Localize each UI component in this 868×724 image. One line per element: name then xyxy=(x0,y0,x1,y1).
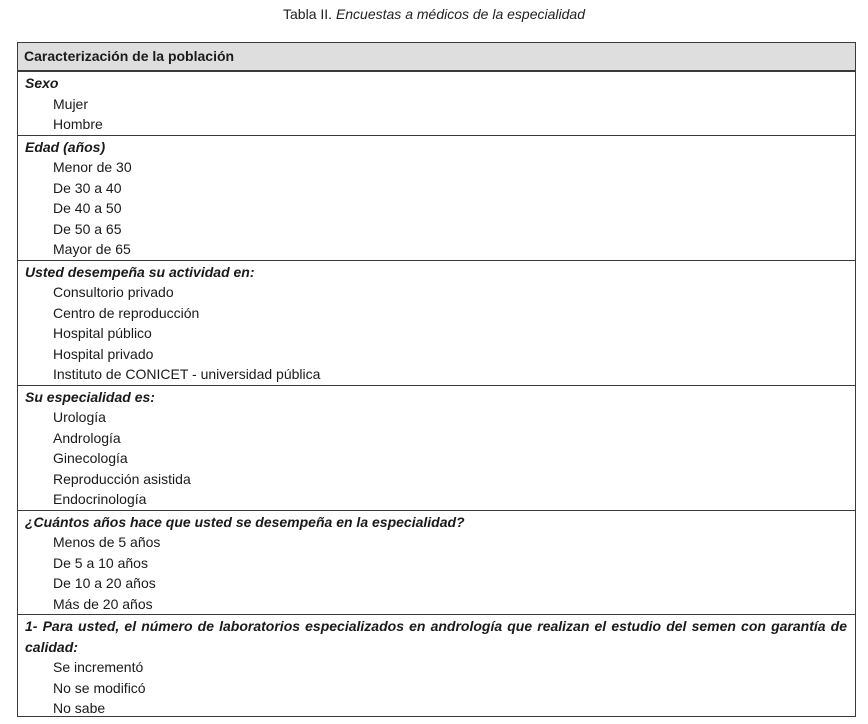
section-especialidad xyxy=(18,385,855,510)
option-item: Hombre xyxy=(53,116,103,132)
section-anos-especialidad xyxy=(18,510,855,615)
question-anos-especialidad: ¿Cuántos años hace que usted se desempeña en la especialidad? xyxy=(25,513,465,530)
table-header: Caracterización de la población xyxy=(18,43,855,71)
table-caption xyxy=(0,5,868,23)
option-item: No sabe xyxy=(53,700,106,716)
option-item: De 5 a 10 años xyxy=(53,554,148,571)
option-item: Centro de reproducción xyxy=(53,304,200,321)
option-item: Menos de 5 años xyxy=(53,534,161,550)
option-item: Hospital público xyxy=(53,325,152,341)
question-actividad: Usted desempeña su actividad en: xyxy=(25,263,255,280)
section-laboratorios xyxy=(18,614,855,717)
option-item: Menor de 30 xyxy=(53,159,132,175)
caption-prefix: Tabla II. xyxy=(283,6,333,22)
question-sexo: Sexo xyxy=(25,75,59,91)
option-item: De 50 a 65 xyxy=(53,220,122,237)
question-especialidad: Su especialidad es: xyxy=(25,388,155,405)
option-item: No se modificó xyxy=(53,679,146,696)
option-item: Se incrementó xyxy=(53,659,144,675)
option-item: Urología xyxy=(53,409,106,425)
caption-title: Encuestas a médicos de la especialidad xyxy=(335,6,585,22)
option-item: Mayor de 65 xyxy=(53,241,131,257)
question-laboratorios: 1- Para usted, el número de laboratorios especializados en andrología que realizan el estudio del semen con garantía de calidad: xyxy=(25,618,847,655)
section-edad xyxy=(18,135,855,260)
option-item: Mujer xyxy=(53,95,89,112)
section-actividad xyxy=(18,260,855,385)
option-item: Endocrinología xyxy=(53,491,147,507)
survey-table xyxy=(17,42,856,717)
option-item: Reproducción asistida xyxy=(53,470,191,487)
option-item: Hospital privado xyxy=(53,345,154,362)
option-item: De 10 a 20 años xyxy=(53,575,156,591)
option-item: Más de 20 años xyxy=(53,595,153,612)
option-item: Instituto de CONICET - universidad pública xyxy=(53,366,321,382)
option-item: Andrología xyxy=(53,429,121,446)
question-edad: Edad (años) xyxy=(25,138,106,155)
option-item: De 40 a 50 xyxy=(53,200,122,216)
option-item: Consultorio privado xyxy=(53,284,174,300)
section-sexo xyxy=(18,71,855,135)
option-item: Ginecología xyxy=(53,450,128,466)
option-item: De 30 a 40 xyxy=(53,179,122,196)
